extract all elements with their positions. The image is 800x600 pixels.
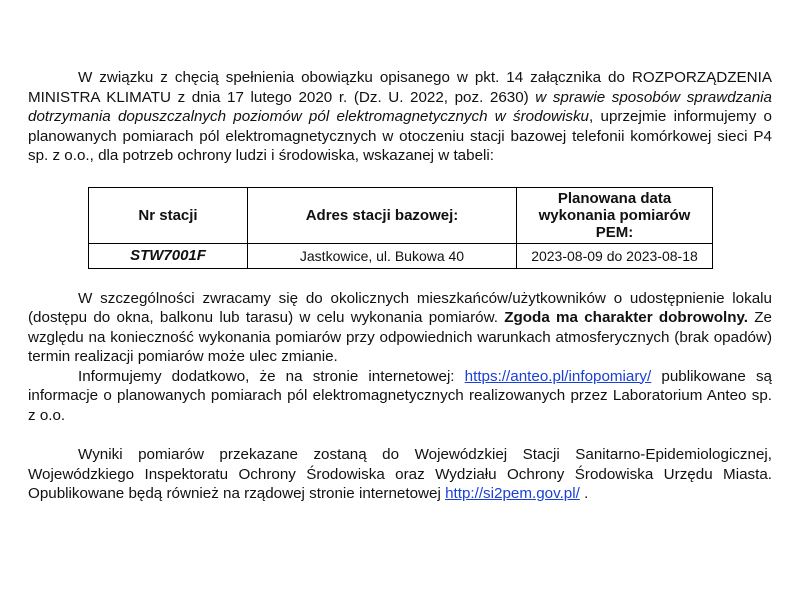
results-text-2: .: [579, 485, 589, 502]
si2pem-link[interactable]: http://si2pem.gov.pl/: [445, 485, 580, 502]
document-body: [28, 68, 772, 504]
info-paragraph: [28, 367, 772, 426]
cell-station-address: Jastkowice, ul. Bukowa 40: [248, 243, 517, 268]
intro-paragraph: [28, 68, 772, 166]
table-header-row: [89, 187, 713, 243]
access-text-1: W szczególności zwracamy się do okolicznych mieszkańców/użytkowników o udostępnienie lokalu (dostępu do okna, balkonu lub tarasu) w celu wykonania pomiarów.: [28, 289, 772, 326]
table-row: [89, 243, 713, 268]
header-station-address: Adres stacji bazowej:: [248, 187, 517, 243]
voluntary-consent-text: Zgoda ma charakter dobrowolny.: [504, 309, 749, 326]
regulation-title: w sprawie sposobów sprawdzania dotrzymania dopuszczalnych poziomów pól elektromagnetycznych w środowisku: [28, 88, 772, 125]
intro-text-2: , uprzejmie informujemy o planowanych pomiarach pól elektromagnetycznych w otoczeniu stacji bazowej telefonii komórkowej sieci P4 sp. z o.o., dla potrzeb ochrony ludzi i środowiska, wskazanej w tabeli:: [28, 108, 772, 164]
cell-station-number: STW7001F: [89, 243, 248, 268]
intro-text-1: W związku z chęcią spełnienia obowiązku opisanego w pkt. 14 załącznika do ROZPORZĄDZENIA MINISTRA KLIMATU z dnia 17 lutego 2020 r. (Dz. U. 2022, poz. 2630): [28, 69, 772, 106]
anteo-link[interactable]: https://anteo.pl/infopomiary/: [464, 367, 652, 385]
info-text-1: Informujemy dodatkowo, że na stronie internetowej:: [78, 367, 465, 385]
access-text-2: Ze względu na konieczność wykonania pomiarów przy odpowiednich warunkach atmosferycznych (brak opadów) termin realizacji pomiarów może ulec zmianie.: [28, 309, 772, 365]
results-text-1: Wyniki pomiarów przekazane zostaną do Wojewódzkiej Stacji Sanitarno-Epidemiologicznej, Wojewódzkiego Inspektoratu Ochrony Środowiska oraz Wydziału Ochrony Środowiska Urzędu Miasta. Opublikowane będą również na rządowej stronie internetowej: [28, 446, 772, 502]
station-table: [88, 187, 713, 269]
header-planned-date: Planowana data wykonania pomiarów PEM:: [517, 187, 713, 243]
header-station-number: Nr stacji: [89, 187, 248, 243]
info-text-2: publikowane są informacje o planowanych pomiarach pól elektromagnetycznych realizowanych przez Laboratorium Anteo sp. z o.o.: [28, 367, 772, 424]
results-paragraph: [28, 445, 772, 504]
cell-planned-date: 2023-08-09 do 2023-08-18: [517, 243, 713, 268]
access-request-paragraph: [28, 289, 772, 367]
